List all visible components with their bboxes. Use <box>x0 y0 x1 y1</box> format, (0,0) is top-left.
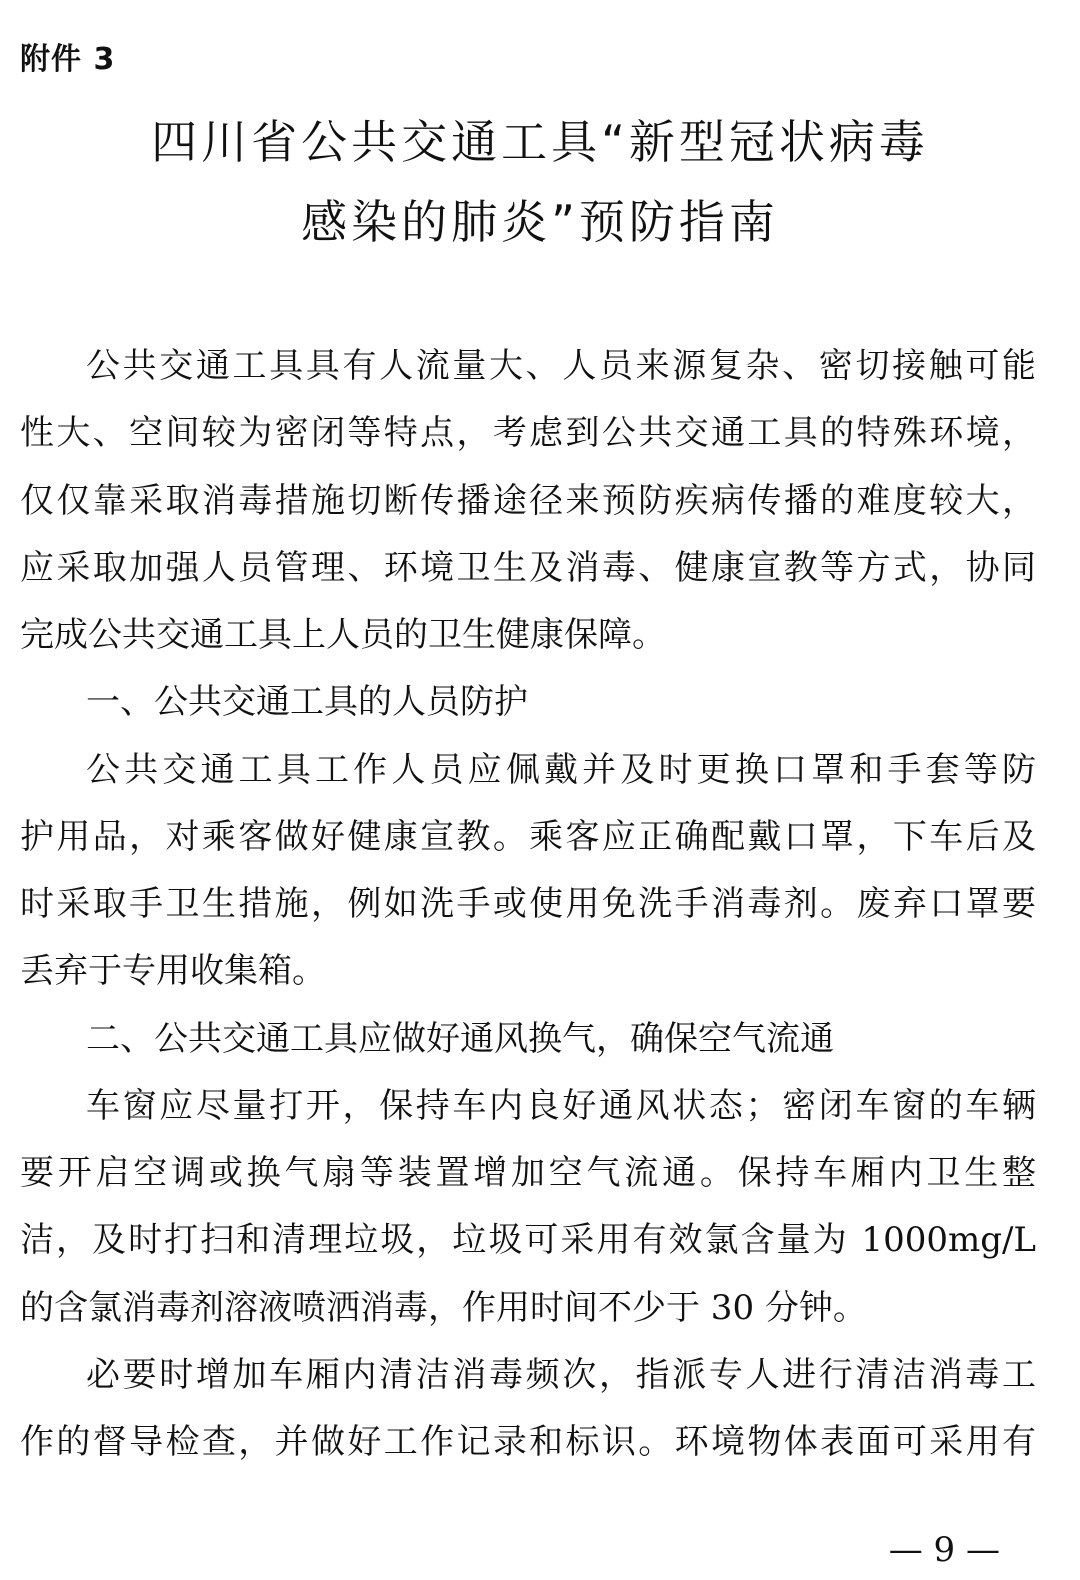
attachment-label: 附件 3 <box>20 42 116 77</box>
document-title-line-2: 感染的肺炎”预防指南 <box>301 195 779 249</box>
page-number: — 9 — <box>888 1530 1000 1570</box>
body-line-16: 必要时增加车厢内清洁消毒频次，指派专人进行清洁消毒工 <box>86 1355 1036 1395</box>
body-line-3: 仅仅靠采取消毒措施切断传播途径来预防疾病传播的难度较大， <box>20 481 1036 521</box>
body-line-2: 性大、空间较为密闭等特点，考虑到公共交通工具的特殊环境， <box>20 413 1036 453</box>
body-line-10: 丢弃于专用收集箱。 <box>20 951 326 991</box>
body-line-7: 公共交通工具工作人员应佩戴并及时更换口罩和手套等防 <box>86 750 1036 790</box>
body-line-15: 的含氯消毒剂溶液喷洒消毒，作用时间不少于 30 分钟。 <box>20 1288 867 1328</box>
body-line-1: 公共交通工具具有人流量大、人员来源复杂、密切接触可能 <box>86 346 1036 386</box>
document-title-line-1: 四川省公共交通工具“新型冠状病毒 <box>151 115 929 169</box>
body-line-17: 作的督导检查，并做好工作记录和标识。环境物体表面可采用有 <box>20 1422 1036 1462</box>
body-line-12: 车窗应尽量打开，保持车内良好通风状态；密闭车窗的车辆 <box>86 1086 1036 1126</box>
body-line-5: 完成公共交通工具上人员的卫生健康保障。 <box>20 615 666 655</box>
section-heading-1: 一、公共交通工具的人员防护 <box>86 682 528 722</box>
section-heading-2: 二、公共交通工具应做好通风换气，确保空气流通 <box>86 1019 834 1059</box>
body-line-9: 时采取手卫生措施，例如洗手或使用免洗手消毒剂。废弃口罩要 <box>20 884 1036 924</box>
body-line-4: 应采取加强人员管理、环境卫生及消毒、健康宣教等方式，协同 <box>20 548 1036 588</box>
body-line-14: 洁，及时打扫和清理垃圾，垃圾可采用有效氯含量为 1000mg/L <box>20 1220 1036 1260</box>
body-line-13: 要开启空调或换气扇等装置增加空气流通。保持车厢内卫生整 <box>20 1153 1036 1193</box>
body-line-8: 护用品，对乘客做好健康宣教。乘客应正确配戴口罩，下车后及 <box>20 817 1036 857</box>
